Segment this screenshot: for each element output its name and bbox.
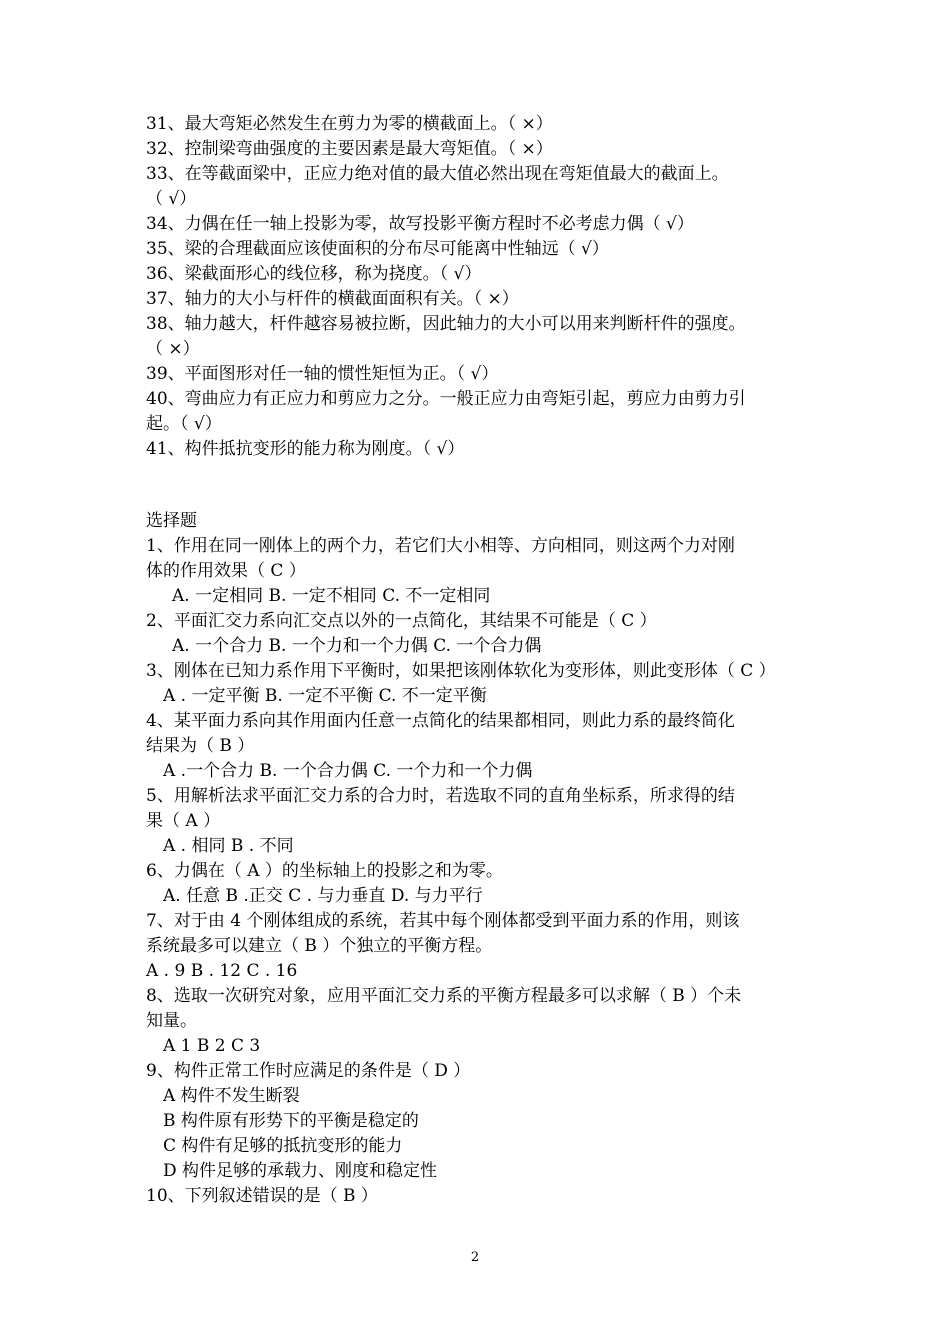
tf-answer-38: （ ×） (146, 339, 200, 359)
tf-question-41: 41、构件抵抗变形的能力称为刚度。（ √） (146, 439, 465, 459)
mc-options-3: A . 一定平衡 B. 一定不平衡 C. 不一定平衡 (163, 686, 487, 706)
tf-question-34: 34、力偶在任一轴上投影为零，故写投影平衡方程时不必考虑力偶（ √） (146, 214, 694, 234)
mc-option-9b: B 构件原有形势下的平衡是稳定的 (163, 1111, 419, 1131)
tf-question-37: 37、轴力的大小与杆件的横截面面积有关。（ ×） (146, 289, 519, 309)
tf-question-35: 35、梁的合理截面应该使面积的分布尽可能离中性轴远（ √） (146, 239, 609, 259)
mc-options-6: A. 任意 B .正交 C . 与力垂直 D. 与力平行 (163, 886, 483, 906)
mc-question-1-cont: 体的作用效果（ C ） (146, 561, 306, 581)
tf-question-32: 32、控制梁弯曲强度的主要因素是最大弯矩值。（ ×） (146, 139, 553, 159)
tf-answer-40: 起。（ √） (146, 414, 222, 434)
mc-options-7: A . 9 B . 12 C . 16 (146, 961, 298, 981)
page-number: 2 (470, 1250, 480, 1265)
mc-question-5-cont: 果（ A ） (146, 811, 221, 831)
page-content (146, 112, 846, 1209)
mc-question-10: 10、下列叙述错误的是（ B ） (146, 1186, 378, 1206)
mc-question-5: 5、用解析法求平面汇交力系的合力时，若选取不同的直角坐标系，所求得的结 (146, 786, 735, 806)
mc-question-4-cont: 结果为（ B ） (146, 736, 255, 756)
mc-question-7-cont: 系统最多可以建立（ B ）个独立的平衡方程。 (146, 936, 493, 956)
mc-options-8: A 1 B 2 C 3 (163, 1036, 261, 1056)
mc-options-1: A. 一定相同 B. 一定不相同 C. 不一定相同 (172, 586, 491, 606)
mc-question-8: 8、选取一次研究对象，应用平面汇交力系的平衡方程最多可以求解（ B ）个未 (146, 986, 742, 1006)
mc-question-9: 9、构件正常工作时应满足的条件是（ D ） (146, 1061, 471, 1081)
mc-question-2: 2、平面汇交力系向汇交点以外的一点简化，其结果不可能是（ C ） (146, 611, 657, 631)
mc-question-4: 4、某平面力系向其作用面内任意一点简化的结果都相同，则此力系的最终简化 (146, 711, 735, 731)
mc-options-2: A. 一个合力 B. 一个力和一个力偶 C. 一个合力偶 (172, 636, 542, 656)
tf-question-31: 31、最大弯矩必然发生在剪力为零的横截面上。（ ×） (146, 114, 553, 134)
mc-options-5: A . 相同 B . 不同 (163, 836, 294, 856)
mc-question-7: 7、对于由 4 个刚体组成的系统，若其中每个刚体都受到平面力系的作用，则该 (146, 911, 740, 931)
section-title-multiple-choice: 选择题 (146, 511, 197, 531)
tf-question-38: 38、轴力越大，杆件越容易被拉断，因此轴力的大小可以用来判断杆件的强度。 (146, 314, 746, 334)
mc-option-9c: C 构件有足够的抵抗变形的能力 (163, 1136, 403, 1156)
mc-options-4: A .一个合力 B. 一个合力偶 C. 一个力和一个力偶 (163, 761, 533, 781)
tf-question-36: 36、梁截面形心的线位移，称为挠度。（ √） (146, 264, 482, 284)
mc-option-9d: D 构件足够的承载力、刚度和稳定性 (163, 1161, 438, 1181)
tf-question-40: 40、弯曲应力有正应力和剪应力之分。一般正应力由弯矩引起，剪应力由剪力引 (146, 389, 746, 409)
tf-question-39: 39、平面图形对任一轴的惯性矩恒为正。（ √） (146, 364, 499, 384)
mc-option-9a: A 构件不发生断裂 (163, 1086, 300, 1106)
mc-question-8-cont: 知量。 (146, 1011, 197, 1031)
section-spacer (146, 462, 846, 509)
mc-question-6: 6、力偶在（ A ）的坐标轴上的投影之和为零。 (146, 861, 503, 881)
tf-question-33: 33、在等截面梁中，正应力绝对值的最大值必然出现在弯矩值最大的截面上。 (146, 164, 729, 184)
mc-question-3: 3、刚体在已知力系作用下平衡时，如果把该刚体软化为变形体，则此变形体（ C ） (146, 661, 776, 681)
tf-answer-33: （ √） (146, 189, 197, 209)
mc-question-1: 1、作用在同一刚体上的两个力，若它们大小相等、方向相同，则这两个力对刚 (146, 536, 735, 556)
